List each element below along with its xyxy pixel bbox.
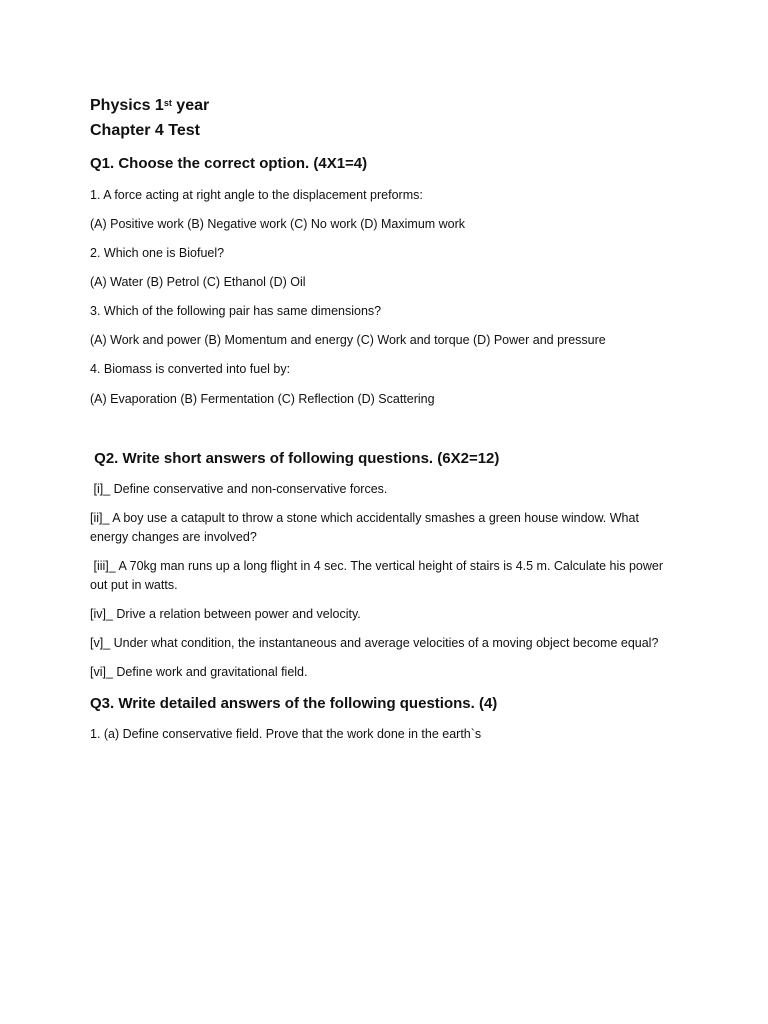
q1-line: 3. Which of the following pair has same dimensions? <box>90 304 382 318</box>
q2-item: [iii]_ A 70kg man runs up a long flight in 4 sec. The vertical height of stairs is 4.5 m. Calculate his power out put in watts. <box>90 559 667 592</box>
q3-item: 1. (a) Define conservative field. Prove that the work done in the earth`s <box>90 727 482 741</box>
q2-item: [iv]_ Drive a relation between power and velocity. <box>90 607 361 621</box>
q1-line: (A) Water (B) Petrol (C) Ethanol (D) Oil <box>90 275 306 289</box>
q1-line: 2. Which one is Biofuel? <box>90 246 225 260</box>
q1-line: (A) Positive work (B) Negative work (C) No work (D) Maximum work <box>90 217 466 231</box>
q2-item: [i]_ Define conservative and non-conservative forces. <box>90 482 388 496</box>
q3-heading: Q3. Write detailed answers of the following questions. (4) <box>90 695 498 712</box>
q2-item: [ii]_ A boy use a catapult to throw a stone which accidentally smashes a green house window. What energy changes are involved? <box>90 511 639 544</box>
document-title <box>90 94 209 118</box>
document-subtitle: Chapter 4 Test <box>90 122 200 139</box>
q2-item: [v]_ Under what condition, the instantaneous and average velocities of a moving object become equal? <box>90 636 659 650</box>
q2-item: [vi]_ Define work and gravitational field. <box>90 665 308 679</box>
q1-line: (A) Work and power (B) Momentum and energy (C) Work and torque (D) Power and pressure <box>90 333 606 347</box>
q1-line: (A) Evaporation (B) Fermentation (C) Reflection (D) Scattering <box>90 392 435 406</box>
q1-heading: Q1. Choose the correct option. (4X1=4) <box>90 155 368 172</box>
title-superscript: st <box>163 98 172 108</box>
q2-heading: Q2. Write short answers of following questions. (6X2=12) <box>90 450 500 467</box>
q1-line: 1. A force acting at right angle to the displacement preforms: <box>90 188 423 202</box>
q1-line: 4. Biomass is converted into fuel by: <box>90 362 291 376</box>
title-suffix: year <box>171 97 210 114</box>
title-prefix: Physics 1 <box>90 97 164 114</box>
